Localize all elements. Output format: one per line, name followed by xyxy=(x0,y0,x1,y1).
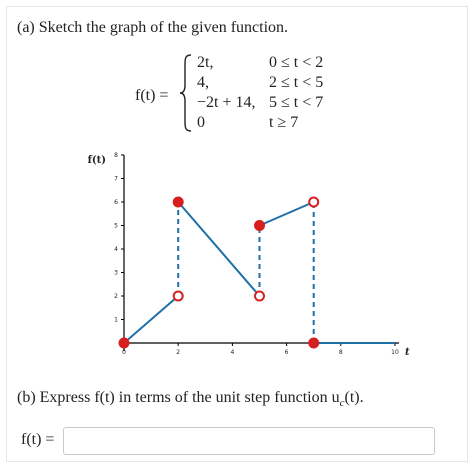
answer-input[interactable] xyxy=(63,427,435,455)
part-b-text: (b) Express f(t) in terms of the unit step function u xyxy=(17,389,340,406)
function-graph xyxy=(67,147,417,362)
y-tick-label: 1 xyxy=(114,316,118,324)
function-lhs: f(t) = xyxy=(135,87,169,104)
part-b-subscript: c xyxy=(339,397,345,410)
y-tick-label: 8 xyxy=(114,152,118,159)
piece-cond: 2 ≤ t < 5 xyxy=(269,74,324,91)
piece-cond: t ≥ 7 xyxy=(269,114,299,131)
graph-segment xyxy=(124,296,178,343)
x-tick-label: 6 xyxy=(284,349,289,356)
open-point xyxy=(174,292,183,301)
y-tick-label: 4 xyxy=(114,246,118,253)
x-tick-label: 0 xyxy=(122,349,126,356)
piece-cond: 5 ≤ t < 7 xyxy=(269,94,324,111)
open-point xyxy=(309,198,318,207)
y-tick-label: 7 xyxy=(114,175,118,183)
open-point xyxy=(255,292,264,301)
y-tick-label: 3 xyxy=(114,269,118,277)
piece-expr: 2t, xyxy=(197,54,214,71)
y-tick-label: 6 xyxy=(114,199,118,206)
part-b-prompt xyxy=(17,389,364,409)
piece-expr: 0 xyxy=(197,114,205,131)
closed-point xyxy=(255,221,264,230)
y-tick-label: 5 xyxy=(114,222,118,230)
closed-point xyxy=(309,339,318,348)
x-tick-label: 2 xyxy=(176,349,181,356)
piecewise-function xyxy=(135,53,365,133)
y-tick-label: 2 xyxy=(114,293,118,300)
closed-point xyxy=(174,198,183,207)
part-b-tail: (t). xyxy=(344,389,364,406)
piece-expr: 4, xyxy=(197,74,209,91)
piece-expr: −2t + 14, xyxy=(197,94,256,111)
x-tick-label: 10 xyxy=(391,349,399,356)
graph-segment xyxy=(178,202,259,296)
closed-point xyxy=(120,339,129,348)
left-brace xyxy=(179,53,193,133)
problem-card xyxy=(6,6,468,462)
piece-cond: 0 ≤ t < 2 xyxy=(269,54,324,71)
y-axis-label: f(t) xyxy=(87,155,106,166)
x-axis-label: t xyxy=(405,347,410,358)
x-tick-label: 4 xyxy=(230,349,235,356)
answer-label: f(t) = xyxy=(21,431,55,448)
part-a-prompt: (a) Sketch the graph of the given function. xyxy=(17,19,289,36)
x-tick-label: 8 xyxy=(338,349,343,356)
graph-segment xyxy=(260,202,314,226)
